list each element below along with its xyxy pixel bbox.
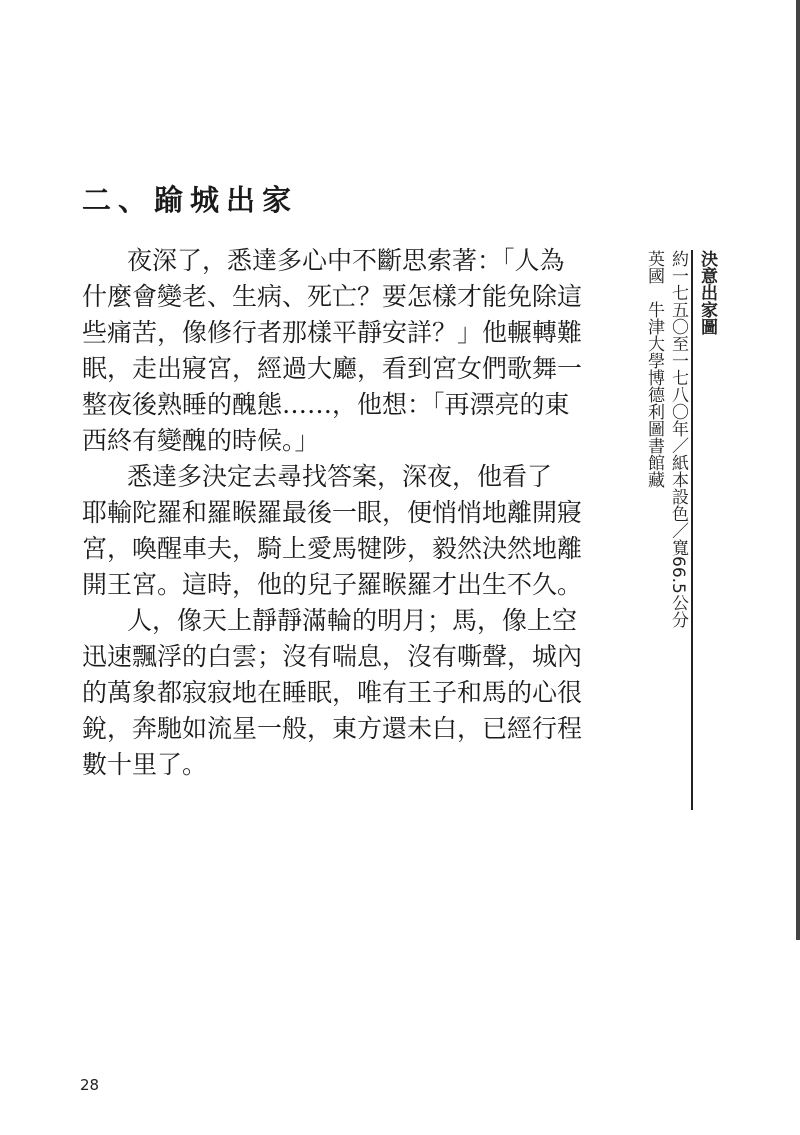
text-line: 夜深了，悉達多心中不斷思索著：「人為 bbox=[127, 246, 565, 275]
caption-collection: 英國 牛津大學博德利圖書館藏 bbox=[644, 250, 664, 488]
text-line: 人，像天上靜靜滿輪的明月；馬，像上空 bbox=[127, 606, 578, 635]
paragraph-3 bbox=[82, 603, 583, 783]
text-line: 什麼會變老、生病、死亡？要怎樣才能免除這 bbox=[82, 282, 583, 311]
text-line: 眠，走出寢宮，經過大廳，看到宮女們歌舞一 bbox=[82, 354, 583, 383]
paragraph-2 bbox=[82, 459, 583, 603]
chapter-heading: 二、踰城出家 bbox=[82, 183, 299, 217]
text-line: 宮，喚醒車夫，騎上愛馬犍陟，毅然決然地離 bbox=[82, 534, 583, 563]
text-line: 開王宮。這時，他的兒子羅睺羅才出生不久。 bbox=[82, 570, 583, 599]
caption-title: 決意出家圖 bbox=[691, 250, 718, 810]
caption-details: 約一七五〇至一七八〇年／紙本設色／寬66.5公分 bbox=[668, 250, 688, 628]
page-edge bbox=[796, 0, 800, 940]
image-caption bbox=[641, 250, 718, 810]
page-number: 28 bbox=[80, 1076, 100, 1094]
text-line: 整夜後熟睡的醜態……，他想：「再漂亮的東 bbox=[82, 390, 570, 419]
body-text bbox=[82, 243, 583, 783]
text-line: 數十里了。 bbox=[82, 750, 208, 779]
text-line: 西終有變醜的時候。」 bbox=[82, 426, 320, 455]
text-line: 銳，奔馳如流星一般，東方還未白，已經行程 bbox=[82, 714, 583, 743]
text-line: 耶輸陀羅和羅睺羅最後一眼，便悄悄地離開寢 bbox=[82, 498, 583, 527]
paragraph-1 bbox=[82, 243, 583, 459]
text-line: 些痛苦，像修行者那樣平靜安詳？」他輾轉難 bbox=[82, 318, 583, 347]
text-line: 悉達多決定去尋找答案，深夜，他看了 bbox=[127, 462, 553, 491]
text-line: 的萬象都寂寂地在睡眠，唯有王子和馬的心很 bbox=[82, 678, 583, 707]
text-line: 迅速飄浮的白雲；沒有喘息，沒有嘶聲，城內 bbox=[82, 642, 583, 671]
